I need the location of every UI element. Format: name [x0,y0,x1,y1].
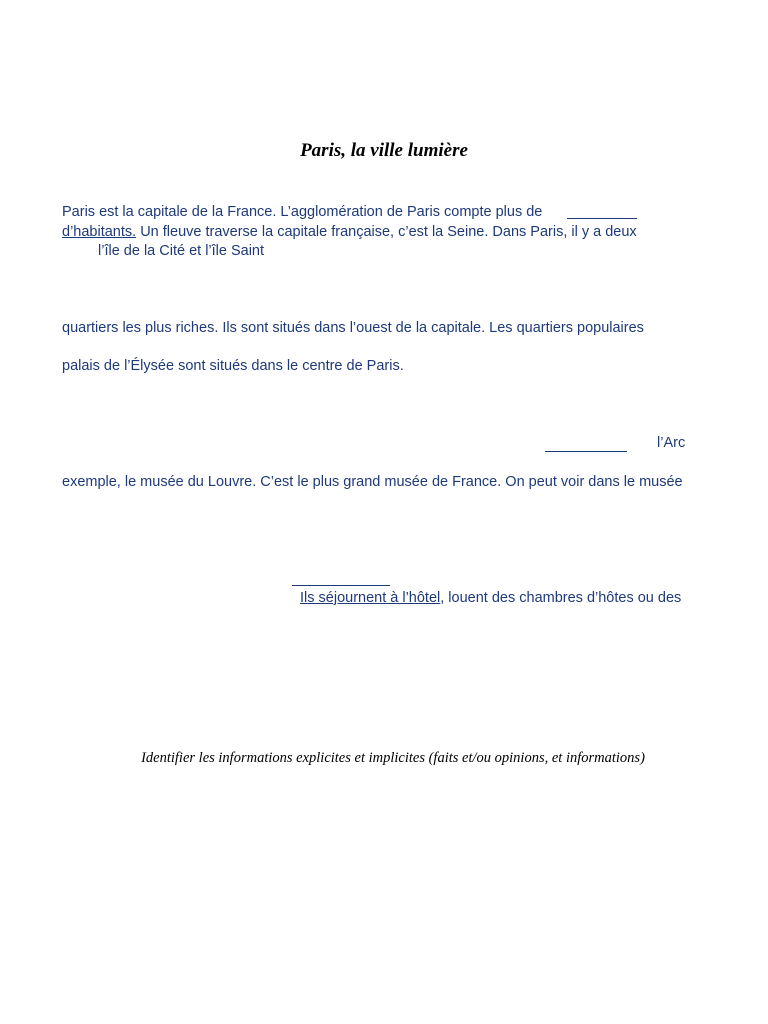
paragraph-line-3: l’île de la Cité et l’île Saint [98,243,265,259]
palais-line: palais de l’Élysée sont situés dans le centre de Paris. [62,358,404,374]
instruction-subtitle: Identifier les informations explicites et implicites (faits et/ou opinions, et informations) [141,750,645,766]
paragraph-line-1: Paris est la capitale de la France. L’agglomération de Paris compte plus de [62,204,543,220]
underlined-habitants: d’habitants. [62,224,137,240]
underlined-hotel: Ils séjournent à l’hôtel [300,590,441,606]
fill-in-blank-3[interactable] [292,585,390,586]
louvre-line: exemple, le musée du Louvre. C’est le plus grand musée de France. On peut voir dans le musée [62,474,683,490]
arc-line: l’Arc [657,435,686,451]
paragraph-line-2-rest: Un fleuve traverse la capitale française, c’est la Seine. Dans Paris, il y a deux [136,224,637,240]
document-title: Paris, la ville lumière [300,140,468,161]
fill-in-blank-1[interactable] [567,218,637,219]
hotel-line [300,589,681,607]
quartiers-line: quartiers les plus riches. Ils sont situés dans l’ouest de la capitale. Les quartiers populaires [62,320,644,336]
hotel-line-rest: , louent des chambres d’hôtes ou des [440,590,682,606]
paragraph-line-2 [62,223,637,241]
fill-in-blank-2[interactable] [545,451,627,452]
